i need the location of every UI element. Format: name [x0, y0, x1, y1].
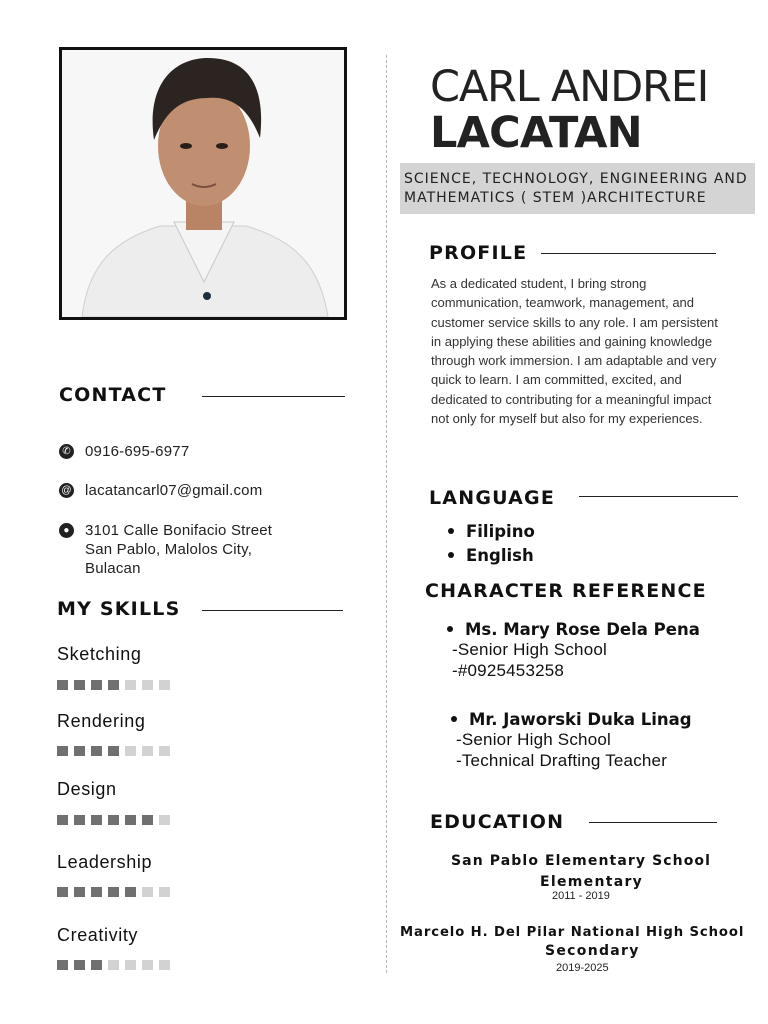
- skill-level-empty: [125, 680, 136, 690]
- reference-detail: -Technical Drafting Teacher: [456, 751, 668, 770]
- bullet-icon: [448, 528, 454, 534]
- bullet-icon: [448, 552, 454, 558]
- skill-level-bar: [57, 815, 170, 825]
- education-school: San Pablo Elementary School: [451, 853, 712, 869]
- skill-level-empty: [142, 746, 153, 756]
- contact-heading-rule: [202, 396, 345, 397]
- skill-level-filled: [91, 887, 102, 897]
- skill-level-filled: [74, 960, 85, 970]
- strand-line: SCIENCE, TECHNOLOGY, ENGINEERING AND: [404, 171, 748, 187]
- skill-level-bar: [57, 746, 170, 756]
- skill-name: Rendering: [57, 711, 146, 731]
- skill-level-filled: [91, 960, 102, 970]
- skill-level-filled: [142, 815, 153, 825]
- contact-phone-row: [59, 442, 189, 461]
- education-years: 2019-2025: [556, 962, 609, 974]
- at-sign-icon: @: [59, 483, 74, 498]
- skill-level-filled: [57, 746, 68, 756]
- contact-heading: CONTACT: [59, 384, 167, 406]
- education-years: 2011 - 2019: [552, 890, 610, 902]
- profile-summary: As a dedicated student, I bring strong communication, teamwork, management, and customer service skills to any role. I am persistent in applying these abilities and gaining knowledge through work immersion. I am adaptable and very quick to learn. I am committed, excited, and dedicated to contributing for a meaningful impact not only for myself but also for my experiences.: [431, 276, 718, 427]
- skill-level-empty: [159, 960, 170, 970]
- skill-level-filled: [125, 815, 136, 825]
- skill-level-bar: [57, 887, 170, 897]
- contact-email-row: [59, 481, 262, 500]
- skill-level-filled: [74, 887, 85, 897]
- skill-level-empty: [108, 960, 119, 970]
- profile-photo: [59, 47, 347, 320]
- skill-level-filled: [91, 815, 102, 825]
- skill-level-filled: [91, 680, 102, 690]
- skill-level-filled: [108, 680, 119, 690]
- contact-email[interactable]: lacatancarl07@gmail.com: [85, 482, 263, 499]
- skill-level-filled: [108, 887, 119, 897]
- education-level: Elementary: [540, 874, 644, 890]
- skill-level-empty: [142, 887, 153, 897]
- profile-heading: PROFILE: [429, 242, 528, 264]
- skill-level-filled: [74, 746, 85, 756]
- contact-address-row: [59, 521, 272, 578]
- skill-level-filled: [74, 815, 85, 825]
- skills-heading-rule: [202, 610, 343, 611]
- skill-level-empty: [125, 960, 136, 970]
- skill-level-filled: [91, 746, 102, 756]
- column-divider: [386, 55, 387, 973]
- skill-name: Design: [57, 779, 117, 799]
- bullet-icon: [447, 626, 453, 632]
- skill-level-empty: [159, 815, 170, 825]
- skill-level-bar: [57, 960, 170, 970]
- skill-level-empty: [142, 960, 153, 970]
- skill-name: Sketching: [57, 644, 142, 664]
- last-name: LACATAN: [430, 108, 642, 158]
- skill-level-empty: [159, 680, 170, 690]
- strand-line: MATHEMATICS ( STEM )ARCHITECTURE: [404, 190, 707, 206]
- skill-name: Leadership: [57, 852, 153, 872]
- skill-level-empty: [159, 746, 170, 756]
- strand-box: [400, 163, 755, 214]
- contact-phone[interactable]: 0916-695-6977: [85, 443, 190, 460]
- education-heading-rule: [589, 822, 717, 823]
- skill-level-filled: [108, 746, 119, 756]
- person-portrait-image: [62, 50, 344, 317]
- language-item: [448, 519, 535, 543]
- skill-level-filled: [125, 887, 136, 897]
- profile-heading-rule: [541, 253, 716, 254]
- bullet-icon: [451, 716, 457, 722]
- skill-level-bar: [57, 680, 170, 690]
- education-school: Marcelo H. Del Pilar National High School: [400, 925, 745, 940]
- skill-level-filled: [57, 960, 68, 970]
- skill-level-filled: [57, 680, 68, 690]
- language-list: [448, 519, 535, 567]
- skill-level-filled: [74, 680, 85, 690]
- reference-name: Ms. Mary Rose Dela Pena: [465, 619, 700, 639]
- education-level: Secondary: [545, 943, 640, 959]
- reference-name-row: [447, 618, 700, 640]
- first-name: CARL ANDREI: [430, 62, 709, 112]
- language-item: [448, 543, 535, 567]
- location-pin-icon: ●: [59, 523, 74, 538]
- skill-name: Creativity: [57, 925, 139, 945]
- reference-item: [451, 708, 692, 730]
- skill-level-filled: [57, 887, 68, 897]
- reference-name: Mr. Jaworski Duka Linag: [469, 709, 692, 729]
- language-label: Filipino: [466, 521, 535, 541]
- skills-heading: MY SKILLS: [57, 598, 181, 620]
- skill-level-filled: [57, 815, 68, 825]
- education-heading: EDUCATION: [430, 811, 565, 833]
- reference-detail: -Senior High School: [456, 730, 611, 749]
- language-label: English: [466, 545, 534, 565]
- contact-address: 3101 Calle Bonifacio Street San Pablo, Malolos City, Bulacan: [85, 522, 273, 577]
- reference-detail[interactable]: -#0925453258: [452, 661, 565, 680]
- skill-level-empty: [125, 746, 136, 756]
- skill-level-empty: [142, 680, 153, 690]
- phone-icon: ✆: [59, 444, 74, 459]
- skill-level-filled: [108, 815, 119, 825]
- reference-name-row: [451, 708, 692, 730]
- reference-heading: CHARACTER REFERENCE: [425, 580, 707, 602]
- skill-level-empty: [159, 887, 170, 897]
- language-heading-rule: [579, 496, 738, 497]
- reference-item: [447, 618, 700, 640]
- reference-detail: -Senior High School: [452, 640, 607, 659]
- language-heading: LANGUAGE: [429, 487, 556, 509]
